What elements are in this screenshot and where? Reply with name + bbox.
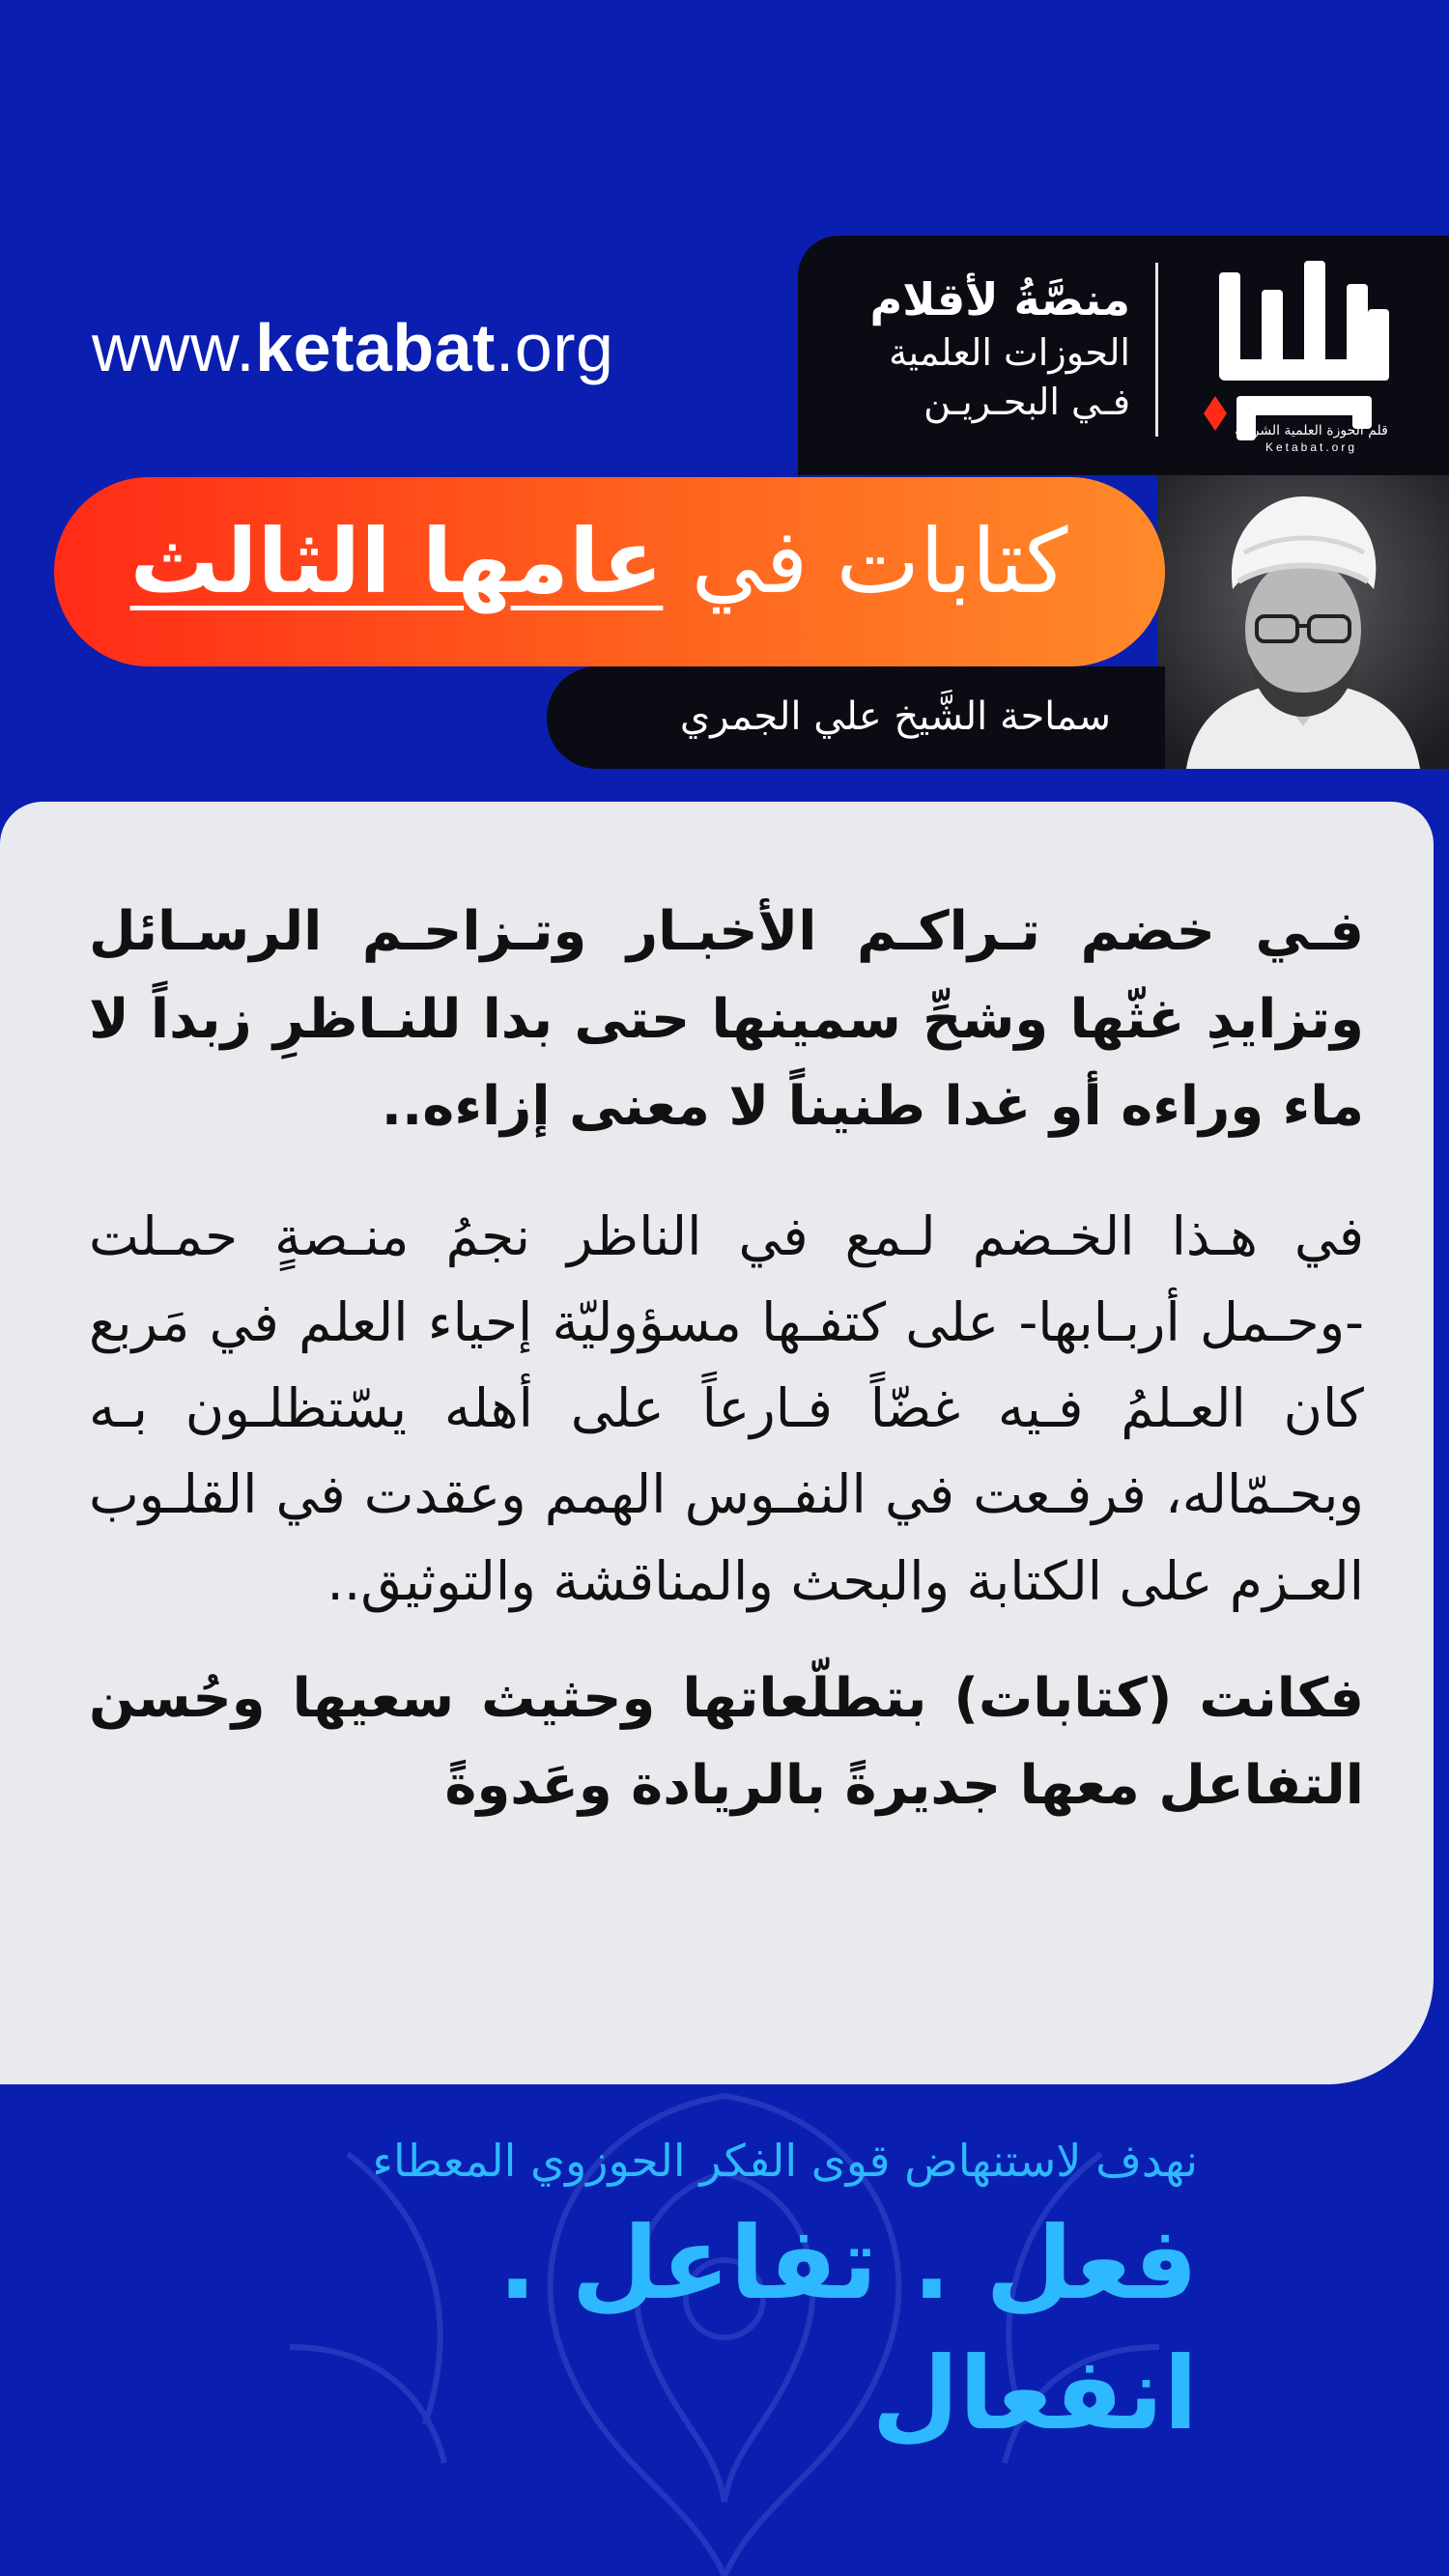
article-paragraph-1: فـي خضم تـراكـم الأخبـار وتـزاحـم الرسـائل وتزايدِ غثّها وشحِّ سمينها حتى بدا للنـاظرِ زبداً لا ماء وراءه أو غدا طنيناً لا معنى إزاءه.. xyxy=(89,900,1364,1139)
title-emphasis: عامها الثالث xyxy=(129,510,664,613)
author-name: سماحة الشَّيخ علي الجمري xyxy=(679,694,1111,739)
url-suffix: .org xyxy=(495,310,614,385)
platform-line-1: منصَّةُ لأقلام xyxy=(869,273,1130,326)
slogan-subtitle: نهدف لاستنهاض قوى الفكر الحوزوي المعطاء xyxy=(372,2135,1198,2187)
author-portrait-image xyxy=(1157,475,1449,769)
article-paragraph-2: في هـذا الخـضم لـمع في الناظر نجمُ منـصةٍ حمـلت -وحـمل أربـابها- على كتفـها مسؤوليّة إحياء العلم في مَربع كان العـلمُ فـيه غضّاً فـارعاً على أهله يسّتظلـون بـه وبحـمّاله، فرفـعت في النفـوس الهمم وعقدت في القلـوب العـزم على الكتابة والبحث والمناقشة والتوثيق.. xyxy=(89,1205,1364,1612)
platform-line-3: فـي البحـريـن xyxy=(923,380,1130,423)
header-divider xyxy=(1155,263,1158,437)
url-prefix: www. xyxy=(92,310,256,385)
slogan-main: فعل . تفاعل . انفعال xyxy=(497,2204,1198,2453)
page-title xyxy=(116,491,1082,633)
author-photo xyxy=(1157,475,1449,769)
platform-description xyxy=(802,272,1130,427)
logo-caption-latin: Ketabat.org xyxy=(1264,439,1358,454)
article-paragraph-3: فكانت (كتابات) بتطلّعاتها وحثيث سعيها وحُسن التفاعل معها جديرةً بالريادة وعَدوةً xyxy=(89,1666,1364,1818)
url-name: ketabat xyxy=(255,310,496,385)
article-body xyxy=(89,889,1364,1830)
logo-caption-arabic: قلم الحوزة العلمية الشريفة xyxy=(1235,423,1388,439)
website-url[interactable] xyxy=(92,309,613,386)
platform-line-2: الحوزات العلمية xyxy=(889,330,1130,374)
title-prefix: كتابات في xyxy=(691,510,1068,613)
logo-caption xyxy=(1227,423,1396,455)
